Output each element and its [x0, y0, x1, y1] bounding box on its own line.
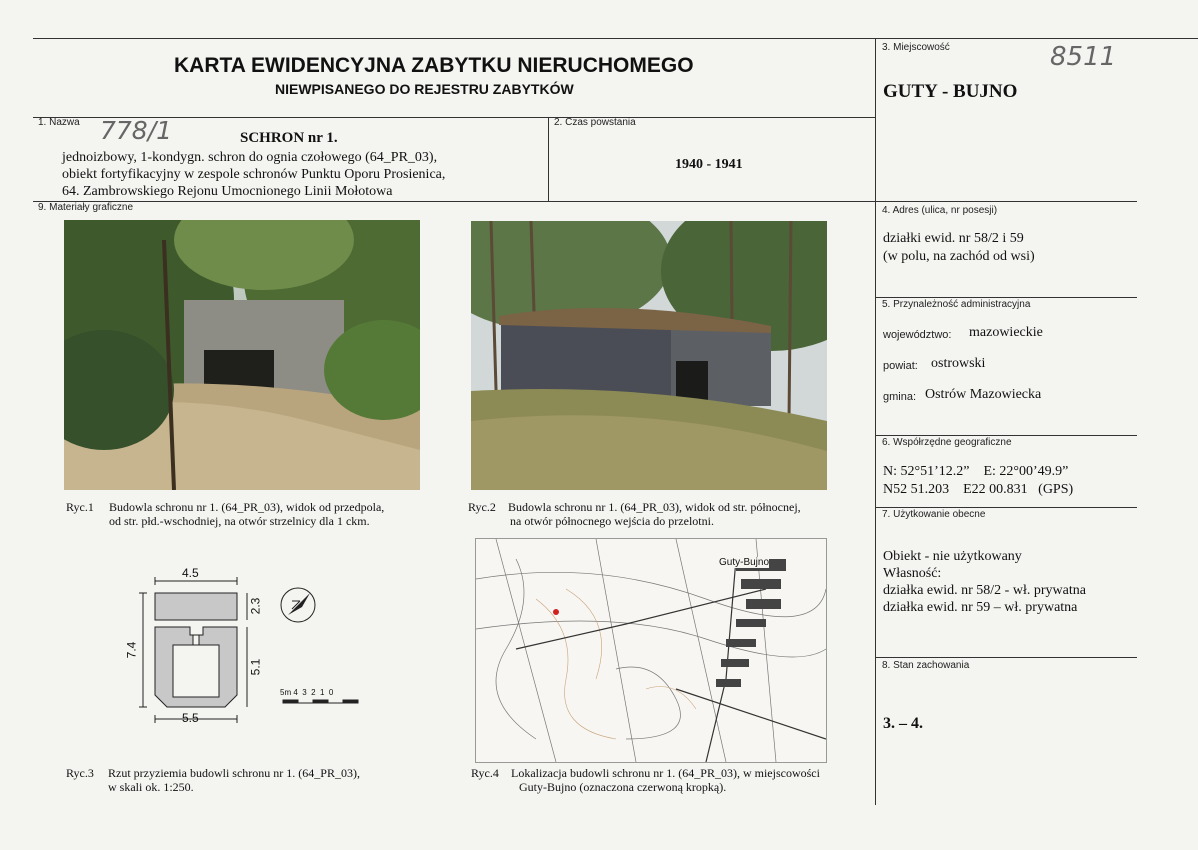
map-label: Guty-Bujno — [719, 557, 770, 568]
caption-3-text — [108, 766, 360, 794]
usage-text — [883, 548, 1086, 616]
caption-2-number: Ryc.2 — [468, 500, 496, 514]
graphics-label: 9. Materiały graficzne — [38, 202, 134, 213]
caption-4-line-1: Lokalizacja budowli schronu nr 1. (64_PR_03), w miejscowości — [511, 766, 820, 780]
plan-dim-top: 2.3 — [248, 597, 263, 615]
right-column-line — [875, 38, 876, 805]
caption-4-number: Ryc.4 — [471, 766, 499, 780]
voivodeship-label: województwo: — [883, 329, 952, 341]
caption-2-line-1: Budowla schronu nr 1. (64_PR_03), widok od str. północnej, — [508, 500, 801, 514]
date-divider — [548, 117, 549, 201]
name-line-1: jednoizbowy, 1-kondygn. schron do ognia czołowego (64_PR_03), — [62, 150, 438, 165]
locality-value: GUTY - BUJNO — [883, 81, 1018, 102]
date-value: 1940 - 1941 — [675, 157, 743, 172]
caption-2-text — [508, 500, 801, 528]
county-value: ostrowski — [931, 356, 986, 371]
caption-3-line-2: w skali ok. 1:250. — [108, 780, 194, 794]
photo-2 — [471, 221, 827, 490]
address-line-2: (w polu, na zachód od wsi) — [883, 249, 1035, 264]
locality-label: 3. Miejscowość — [882, 42, 950, 53]
location-map — [475, 538, 827, 763]
card-title: KARTA EWIDENCYJNA ZABYTKU NIERUCHOMEGO — [174, 54, 694, 77]
usage-line-1: Obiekt - nie użytkowany — [883, 549, 1022, 564]
admin-label: 5. Przynależność administracyjna — [882, 299, 1031, 310]
name-line-2: obiekt fortyfikacyjny w zespole schronów Punktu Oporu Prosienica, — [62, 167, 446, 182]
caption-3-line-1: Rzut przyziemia budowli schronu nr 1. (64_PR_03), — [108, 766, 360, 780]
plan-dim-height: 7.4 — [124, 641, 139, 659]
voivodeship-value: mazowieckie — [969, 325, 1043, 340]
caption-4-line-2: Guty-Bujno (oznaczona czerwoną kropką). — [519, 780, 727, 794]
caption-3-number: Ryc.3 — [66, 766, 94, 780]
caption-4-text — [511, 766, 820, 794]
coords-line-1: N: 52°51’12.2” E: 22°00’49.9” — [883, 464, 1069, 479]
caption-1-line-1: Budowla schronu nr 1. (64_PR_03), widok od przedpola, — [109, 500, 385, 514]
condition-label: 8. Stan zachowania — [882, 660, 970, 671]
usage-line-3: działka ewid. nr 58/2 - wł. prywatna — [883, 583, 1086, 598]
plan-scale-bar: 5m 4 3 2 1 0 — [280, 688, 334, 697]
condition-value: 3. – 4. — [883, 715, 923, 732]
floor-plan — [125, 565, 375, 735]
address-bottom-line — [875, 297, 1137, 298]
frame-top-line — [33, 38, 1198, 39]
usage-line-4: działka ewid. nr 59 – wł. prywatna — [883, 600, 1078, 615]
commune-value: Ostrów Mazowiecka — [925, 387, 1042, 402]
handwritten-name-number: 778/1 — [100, 116, 173, 145]
address-line-1: działki ewid. nr 58/2 i 59 — [883, 231, 1024, 246]
plan-dim-width-top: 4.5 — [182, 566, 199, 580]
plan-dim-width-bottom: 5.5 — [182, 711, 199, 725]
name-bottom-line — [33, 201, 1137, 202]
handwritten-number: 8511 — [1050, 42, 1117, 72]
caption-1-text — [109, 500, 384, 528]
photo-1 — [64, 220, 420, 490]
caption-2-line-2: na otwór północnego wejścia do przelotni. — [510, 514, 714, 528]
name-description — [62, 149, 445, 200]
admin-bottom-line — [875, 435, 1137, 436]
plan-dim-bottom: 5.1 — [248, 658, 263, 676]
address-label: 4. Adres (ulica, nr posesji) — [882, 205, 998, 216]
coords-label: 6. Współrzędne geograficzne — [882, 437, 1012, 448]
date-label: 2. Czas powstania — [554, 117, 636, 128]
card-subtitle: NIEWPISANEGO DO REJESTRU ZABYTKÓW — [275, 81, 574, 97]
caption-1-number: Ryc.1 — [66, 500, 94, 514]
coords-line-2: N52 51.203 E22 00.831 (GPS) — [883, 482, 1074, 497]
name-label: 1. Nazwa — [38, 117, 80, 128]
usage-line-2: Własność: — [883, 566, 942, 581]
coords-bottom-line — [875, 507, 1137, 508]
commune-label: gmina: — [883, 391, 917, 403]
usage-label: 7. Użytkowanie obecne — [882, 509, 986, 520]
name-line-3: 64. Zambrowskiego Rejonu Umocnionego Linii Mołotowa — [62, 184, 393, 199]
caption-1-line-2: od str. płd.-wschodniej, na otwór strzelnicy dla 1 ckm. — [109, 514, 370, 528]
county-label: powiat: — [883, 360, 918, 372]
usage-bottom-line — [875, 657, 1137, 658]
name-title: SCHRON nr 1. — [240, 130, 338, 146]
